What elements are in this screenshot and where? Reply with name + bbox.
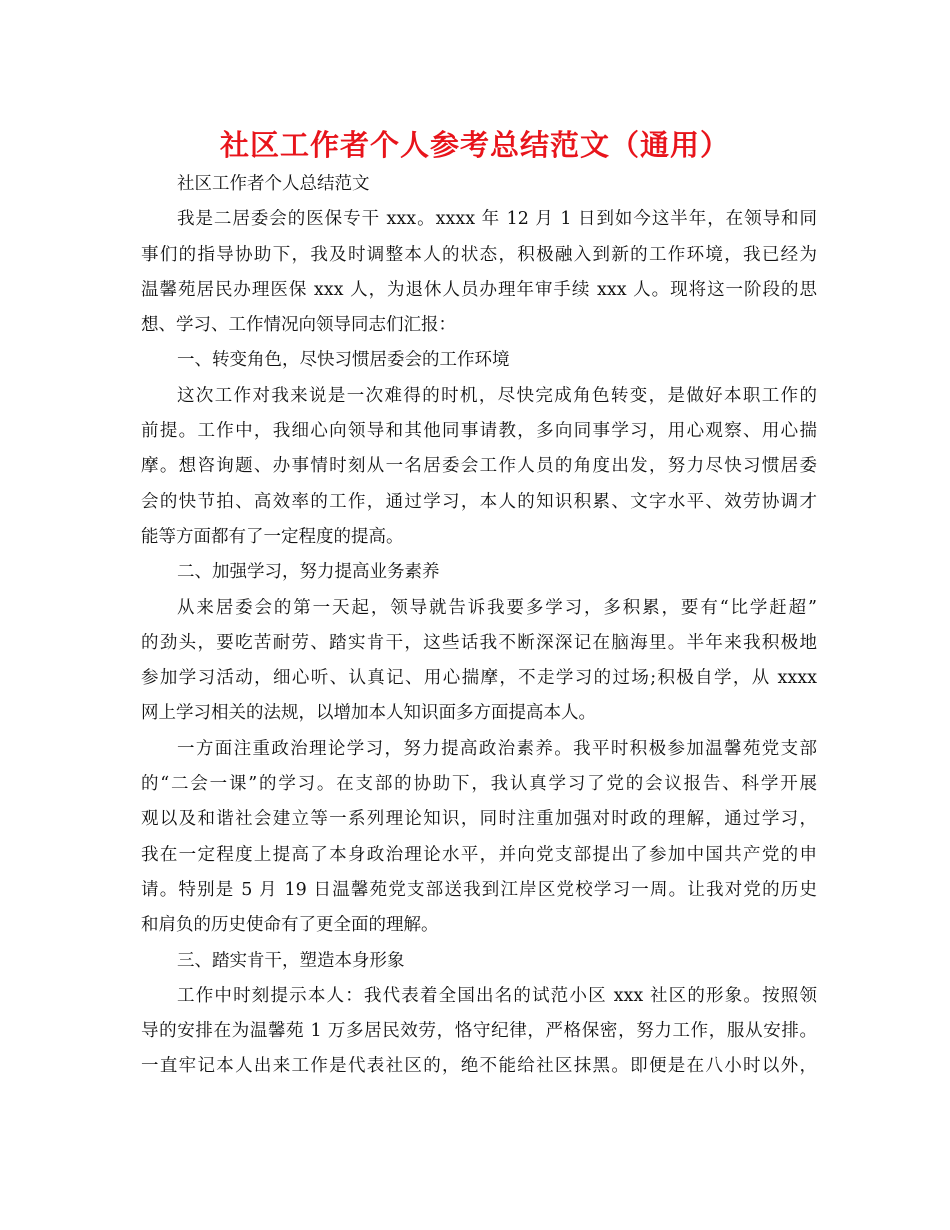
document-line: 的劲头，要吃苦耐劳、踏实肯干，这些话我不断深深记在脑海里。半年来我积极地 bbox=[141, 632, 817, 653]
document-title: 社区工作者个人参考总结范文（通用） bbox=[219, 128, 730, 162]
document-line: 会的快节拍、高效率的工作，通过学习，本人的知识积累、文字水平、效劳协调才 bbox=[141, 491, 817, 512]
document-line: 工作中时刻提示本人：我代表着全国出名的试范小区 xxx 社区的形象。按照领 bbox=[177, 985, 817, 1006]
document-line: 参加学习活动，细心听、认真记、用心揣摩，不走学习的过场;积极自学，从 xxxx bbox=[141, 668, 817, 689]
document-line: 我在一定程度上提高了本身政治理论水平，并向党支部提出了参加中国共产党的申 bbox=[141, 844, 817, 865]
document-line: 二、加强学习，努力提高业务素养 bbox=[177, 562, 440, 583]
document-line: 请。特别是 5 月 19 日温馨苑党支部送我到江岸区党校学习一周。让我对党的历史 bbox=[141, 879, 817, 900]
document-line: 想、学习、工作情况向领导同志们汇报： bbox=[141, 315, 456, 336]
document-line: 温馨苑居民办理医保 xxx 人，为退休人员办理年审手续 xxx 人。现将这一阶段的思 bbox=[141, 279, 817, 300]
document-line: 和肩负的历史使命有了更全面的理解。 bbox=[141, 915, 439, 936]
document-line: 事们的指导协助下，我及时调整本人的状态，积极融入到新的工作环境，我已经为 bbox=[141, 244, 817, 265]
document-line: 能等方面都有了一定程度的提高。 bbox=[141, 526, 404, 547]
document-body bbox=[141, 167, 817, 1085]
document-line: 三、踏实肯干，塑造本身形象 bbox=[177, 950, 405, 971]
document-line: 导的安排在为温馨苑 1 万多居民效劳，恪守纪律，严格保密，努力工作，服从安排。 bbox=[141, 1021, 817, 1042]
document-line: 我是二居委会的医保专干 xxx。xxxx 年 12 月 1 日到如今这半年，在领导和同 bbox=[177, 209, 817, 230]
document-line: 这次工作对我来说是一次难得的时机，尽快完成角色转变，是做好本职工作的 bbox=[177, 385, 817, 406]
document-line: 前提。工作中，我细心向领导和其他同事请教，多向同事学习，用心观察、用心揣 bbox=[141, 421, 817, 442]
document-line: 社区工作者个人总结范文 bbox=[177, 174, 370, 194]
document-line: 一、转变角色，尽快习惯居委会的工作环境 bbox=[177, 350, 510, 371]
document-line: 一直牢记本人出来工作是代表社区的，绝不能给社区抹黑。即便是在八小时以外， bbox=[141, 1056, 817, 1077]
document-line: 网上学习相关的法规，以增加本人知识面多方面提高本人。 bbox=[141, 703, 596, 724]
document-line: 的“二会一课”的学习。在支部的协助下，我认真学习了党的会议报告、科学开展 bbox=[141, 774, 817, 795]
document-line: 观以及和谐社会建立等一系列理论知识，同时注重加强对时政的理解，通过学习， bbox=[141, 809, 817, 830]
document-line: 摩。想咨询题、办事情时刻从一名居委会工作人员的角度出发，努力尽快习惯居委 bbox=[141, 456, 817, 477]
document-line: 一方面注重政治理论学习，努力提高政治素养。我平时积极参加温馨苑党支部 bbox=[177, 738, 817, 759]
document-line: 从来居委会的第一天起，领导就告诉我要多学习，多积累，要有“比学赶超” bbox=[177, 597, 817, 618]
